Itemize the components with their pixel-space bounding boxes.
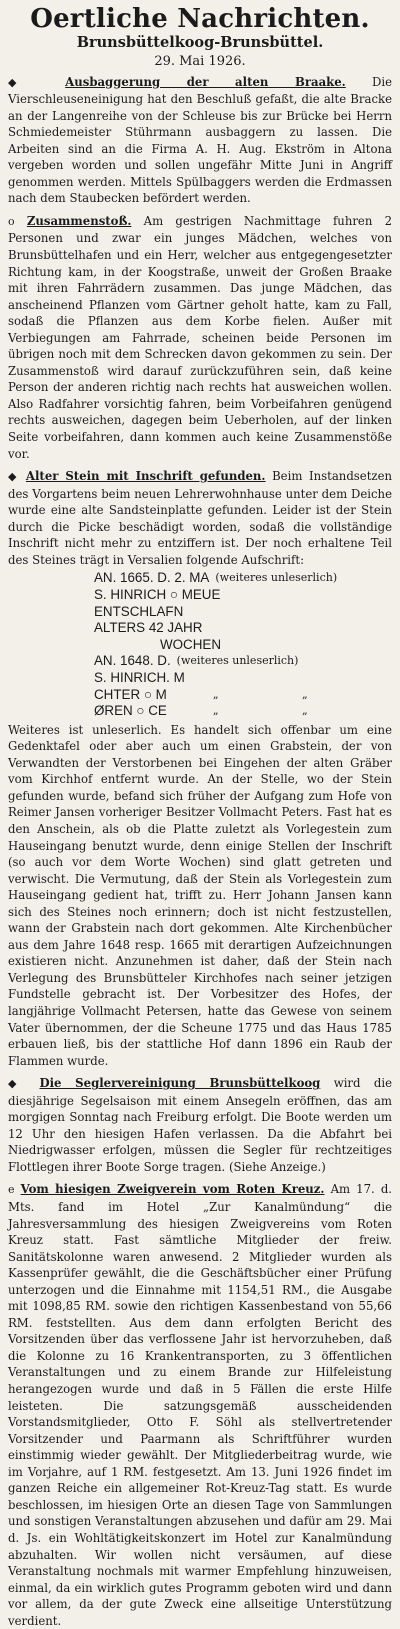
diamond-bullet-icon: ◆ bbox=[8, 1077, 27, 1091]
letter-bullet-icon: e bbox=[8, 1183, 15, 1197]
article-heading: Die Seglervereinigung Brunsbüttelkoog bbox=[39, 1076, 321, 1091]
stone-inscription bbox=[94, 570, 392, 719]
ditto-marks: „ „ bbox=[212, 704, 348, 718]
inscription-line: AN. 1648. D. (weiteres unleserlich) bbox=[94, 653, 299, 669]
inscription-line: ØREN ○ CE „ „ bbox=[94, 703, 348, 719]
circle-bullet-icon: o bbox=[8, 214, 15, 228]
article-heading: Ausbaggerung der alten Braake. bbox=[65, 74, 346, 89]
article-body: Beim Instandsetzen des Vorgartens beim neuen Lehrerwohnhause unter dem Deiche wurde eine alte Sandsteinplatte gefunden. Leider ist der Stein durch die Picke beschädigt worden, sodaß die vollständige Inschrift nicht mehr zu entziffern ist. Der noch erhaltene Teil des Steines trägt in Versalien folgende Aufschrift: bbox=[8, 469, 393, 567]
page-subtitle: Brunsbüttelkoog-Brunsbüttel. bbox=[76, 34, 324, 51]
inscription-line: ALTERS 42 JAHR bbox=[94, 620, 203, 636]
ditto-marks: „ „ bbox=[212, 687, 348, 701]
article-old-stone bbox=[8, 468, 392, 1069]
inscription-line: S. HINRICH ○ MEUE bbox=[94, 586, 221, 602]
page-title: Oertliche Nachrichten. bbox=[30, 4, 370, 34]
article-body: wird die diesjährige Segelsaison mit einem Ansegeln eröffnen, das am morgigen Sonntag nach Freiburg erfolgt. Die Boote werden um 12 Uhr den hiesigen Hafen verlassen. Da die Abfahrt bei Niedrigwasser erfolgen, müssen die Segler für rechtzeitiges Flottlegen ihrer Boote Sorge tragen. (Siehe Anzeige.) bbox=[8, 1076, 392, 1174]
newspaper-page bbox=[8, 0, 392, 1629]
diamond-bullet-icon: ◆ bbox=[8, 470, 20, 484]
article-body: Am gestrigen Nachmittage fuhren 2 Personen und zwar ein junges Mädchen, welches von Brunsbüttelhafen und ein Herr, welcher aus entgegengesetzter Richtung kam, in der Koogstraße, unweit der Großen Braake mit ihren Fahrrädern zusammen. Das junge Mädchen, das anscheinend Pflanzen vom Gärtner geholt hatte, kam zu Fall, sodaß die Pflanzen aus dem Korbe fielen. Außer mit Verbiegungen am Fahrrade, scheinen beide Personen im übrigen noch mit dem Schrecken davon gekommen zu sein. Der Zusammenstoß wird darauf zurückzuführen sein, daß keine Person der anderen richtig nach rechts hat ausweichen wollen. Also Radfahrer vorsichtig fahren, beim Vorbeifahren genügend rechts ausweichen, dagegen beim Ueberholen, auf der linken Seite vorbeifahren, dann kommen auch keine Zusammenstöße vor. bbox=[8, 213, 393, 461]
diamond-bullet-icon: ◆ bbox=[8, 75, 39, 89]
masthead bbox=[8, 6, 392, 68]
inscription-line: AN. 1665. D. 2. MA (weiteres unleserlich) bbox=[94, 570, 338, 586]
inscription-line: CHTER ○ M „ „ bbox=[94, 686, 348, 702]
issue-date: 29. Mai 1926. bbox=[154, 53, 246, 69]
article-body: Die Vierschleuseneinigung hat den Beschluß gefaßt, die alte Bracke an der Langenreihe von der Schleuse bis zur Brücke bei Herrn Schmiedemeister Stührmann ausbaggern zu lassen. Die Arbeiten sind an die Firma A. H. Aug. Ekström in Altona vergeben worden und sollen ungefähr Mitte Juni in Angriff genommen werden. Mittels Spülbaggers werden die Erdmassen nach dem Staubecken befördert werden. bbox=[8, 74, 392, 206]
article-body: Am 17. d. Mts. fand im Hotel „Zur Kanalmündung“ die Jahresversammlung des hiesigen Zweigvereins vom Roten Kreuz statt. Fast sämtliche Mitglieder der freiw. Sanitätskolonne waren anwesend. 2 Mitglieder wurden als Kassenprüfer gewählt, die die Geschäftsbücher einer Prüfung unterzogen und die Einnahme mit 1154,51 RM., die Ausgabe mit 1098,85 RM. sowie den richtigen Kassenbestand von 55,66 RM. feststellten. Aus dem dann erfolgten Bericht des Vorsitzenden über das verflossene Jahr ist hervorzuheben, daß die Kolonne zu 16 Krankentransporten, zu 3 öffentlichen Veranstaltungen und zu einem Brande zur Hilfeleistung herangezogen wurde und daß in 5 Fällen die erste Hilfe leisteten. Die satzungsgemäß ausscheidenden Vorstandsmitglieder, Otto F. Söhl als stellvertretender Vorsitzender und Paarmann als Schriftführer wurden einstimmig wieder gewählt. Der Mitgliederbeitrag wurde, wie im Vorjahre, auf 1 RM. festgesetzt. Am 13. Juni 1926 findet im ganzen Reiche ein allgemeiner Rot-Kreuz-Tag statt. Es wurde beschlossen, im hiesigen Orte an diesen Tage von Sammlungen und sonstigen Veranstaltungen abzusehen und dafür am 29. Mai d. Js. ein Wohltätigkeitskonzert im Hotel zur Kanalmündung abzuhalten. Wir wollen nicht versäumen, auf diese Veranstaltung nochmals mit warmer Empfehlung hinzuweisen, einmal, da ein wirklich gutes Programm geboten wird und dann vor allem, da der gute Zweck eine allseitige Unterstützung verdient. bbox=[8, 1182, 393, 1628]
article-body-continued: Weiteres ist unleserlich. Es handelt sich offenbar um eine Gedenktafel oder aber auch um einen Grabstein, der von Verwandten der Verstorbenen bei Eingehen der alten Gräber vom Kirchhof entfernt wurde. An der Stelle, wo der Stein gefunden wurde, befand sich früher der Aufgang zum Hofe von Reimer Jansen vorheriger Besitzer Vollmacht Peters. Fast hat es den Anschein, als ob die Platte zuletzt als Vorlegestein zum Hauseingang benutzt wurde, denn einige Stellen der Inschrift (so auch vor dem Worte Wochen) sind glatt getreten und verwischt. Die Vermutung, daß der Stein als Vorlegestein zum Hauseingang gedient hat, trifft zu. Herr Johann Jansen kann sich des Steines noch erinnern; doch ist nicht festzustellen, wann der Grabstein nach dort gekommen. Alte Kirchenbücher aus dem Jahre 1648 resp. 1665 mit derartigen Aufzeichnungen existieren nicht. Anzunehmen ist daher, daß der Stein nach Verlegung des Brunsbütteler Kirchhofes nach seiner jetzigen Fundstelle gebracht ist. Der Vorbesitzer des Hofes, der langjährige Vollmacht Petersen, hatte das Gewese von seinem Vater übernommen, der die Scheune 1775 und das Haus 1785 erbauen ließ, bis der stattliche Hof dann 1896 ein Raub der Flammen wurde. bbox=[8, 722, 392, 1068]
inscription-line: WOCHEN bbox=[160, 636, 221, 652]
article-red-cross bbox=[8, 1181, 392, 1629]
inscription-line: S. HINRICH. M bbox=[94, 669, 185, 685]
article-collision bbox=[8, 213, 392, 462]
inscription-line: ENTSCHLAFN bbox=[94, 603, 184, 619]
article-heading: Zusammenstoß. bbox=[26, 213, 132, 228]
article-sailing-club bbox=[8, 1075, 392, 1175]
article-dredging bbox=[8, 74, 392, 207]
article-heading: Alter Stein mit Inschrift gefunden. bbox=[25, 469, 266, 484]
article-heading: Vom hiesigen Zweigverein vom Roten Kreuz. bbox=[20, 1182, 325, 1197]
